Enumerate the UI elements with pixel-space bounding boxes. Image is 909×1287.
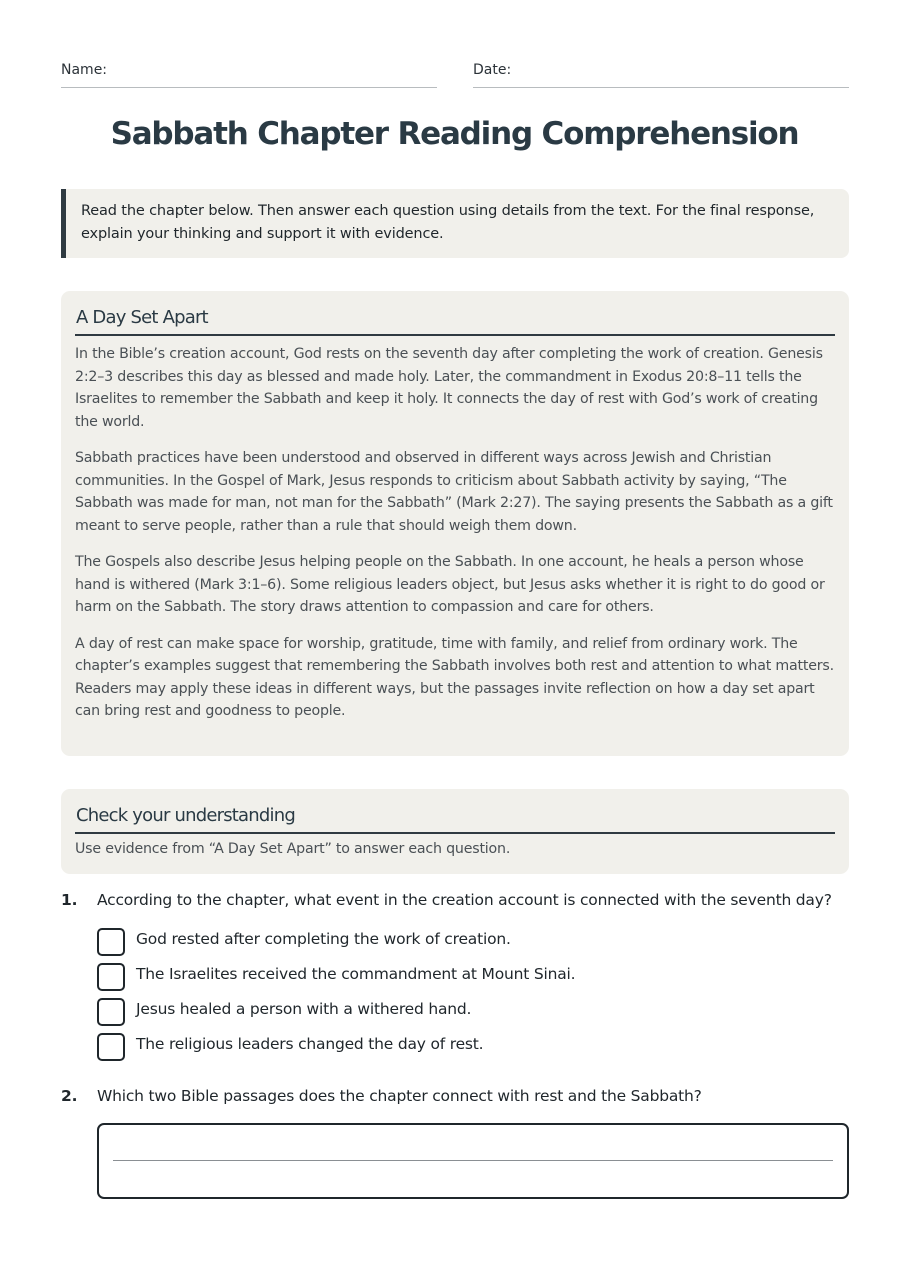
name-label: Name: [61,62,108,78]
instructions-callout [61,189,849,258]
instructions-text: Read the chapter below. Then answer each question using details from the text. For the final response, explain your thinking and support it with evidence. [81,203,815,242]
student-info-row [61,60,849,88]
option-label: God rested after completing the work of creation. [136,930,511,948]
reading-passage-card [61,291,849,756]
name-field[interactable] [61,60,437,88]
passage-paragraph: The Gospels also describe Jesus helping people on the Sabbath. In one account, he heals a person whose hand is withered (Mark 3:1–6). Some religious leaders object, but Jesus asks whether it is right to do good or harm on the Sabbath. The story draws attention to compassion and care for others. [75,554,825,615]
passage-body [75,343,835,723]
date-label: Date: [473,62,512,78]
writing-line [113,1160,833,1161]
question-number: 1. [61,891,78,909]
passage-paragraph: In the Bible’s creation account, God rests on the seventh day after completing the work of creation. Genesis 2:2–3 describes this day as blessed and made holy. Later, the commandment in Exodus 20:8–11 tells the Israelites to remember the Sabbath and keep it holy. It connects the day of rest with God’s work of creating the world. [75,346,823,430]
date-field[interactable] [473,60,849,88]
passage-paragraph: A day of rest can make space for worship, gratitude, time with family, and relief from ordinary work. The chapter’s examples suggest that remembering the Sabbath involves both rest and attention to what matters. Readers may apply these ideas in different ways, but the passages invite reflection on how a day set apart can bring rest and goodness to people. [75,635,834,719]
question-text: According to the chapter, what event in the creation account is connected with the seventh day? [97,891,832,909]
checkbox[interactable] [97,1033,125,1061]
check-understanding-card [61,789,849,874]
answer-option[interactable] [97,963,797,998]
passage-paragraph: Sabbath practices have been understood and observed in different ways across Jewish and Christian communities. In the Gospel of Mark, Jesus responds to criticism about Sabbath activity by saying, “The Sabbath was made for man, not man for the Sabbath” (Mark 2:27). The saying presents the Sabbath as a gift meant to serve people, rather than a rule that should weigh them down. [75,450,833,534]
answer-option[interactable] [97,1033,797,1068]
question-1-options [97,928,797,1068]
checkbox[interactable] [97,928,125,956]
option-label: Jesus healed a person with a withered hand. [136,1000,472,1018]
question-text: Which two Bible passages does the chapter connect with rest and the Sabbath? [97,1087,702,1105]
answer-writing-box[interactable] [97,1123,849,1199]
checkbox[interactable] [97,998,125,1026]
answer-option[interactable] [97,928,797,963]
option-label: The Israelites received the commandment at Mount Sinai. [136,965,576,983]
question-number: 2. [61,1087,78,1105]
passage-heading: A Day Set Apart [75,305,835,336]
answer-option[interactable] [97,998,797,1033]
check-heading: Check your understanding [75,803,835,834]
check-subtext: Use evidence from “A Day Set Apart” to answer each question. [75,841,511,857]
page-title: Sabbath Chapter Reading Comprehension [110,116,799,152]
option-label: The religious leaders changed the day of rest. [136,1035,484,1053]
checkbox[interactable] [97,963,125,991]
